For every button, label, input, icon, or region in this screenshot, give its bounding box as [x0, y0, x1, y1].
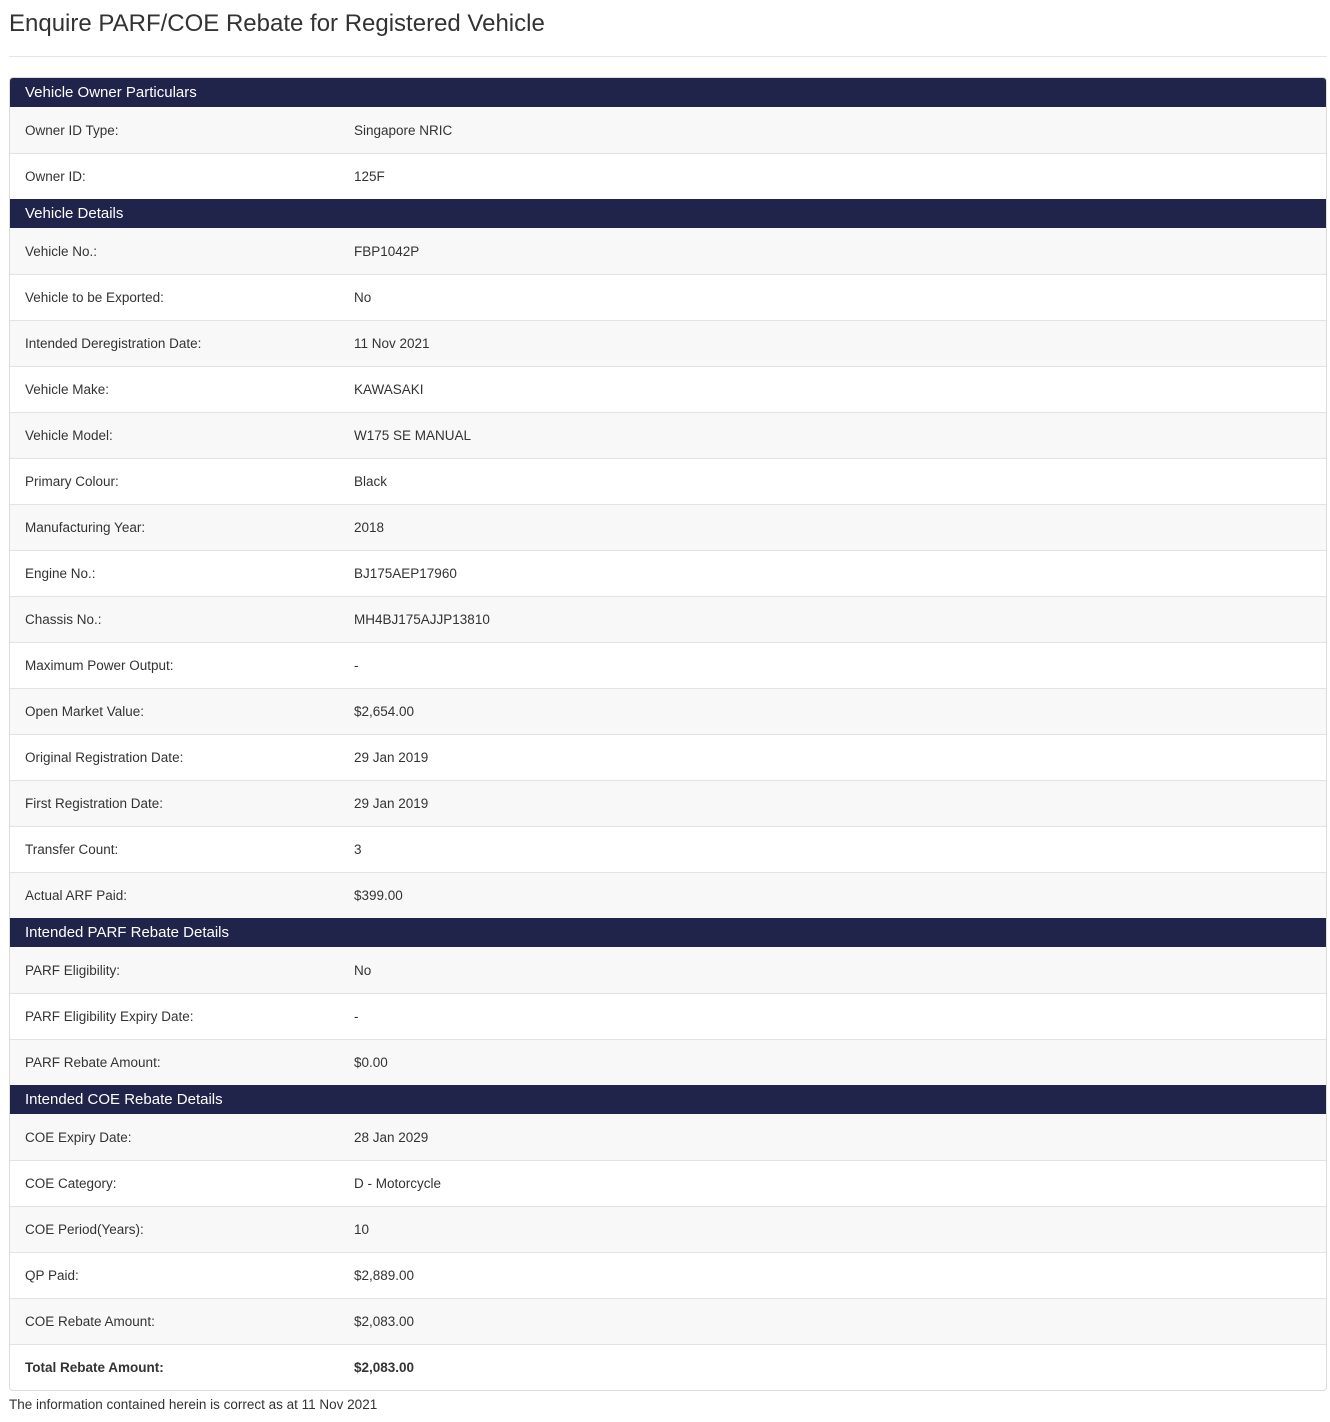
row-parf-rebate-amount — [10, 1039, 1326, 1085]
row-label: Transfer Count: — [25, 842, 119, 857]
row-value: 29 Jan 2019 — [354, 796, 429, 811]
row-label: Actual ARF Paid: — [25, 888, 128, 903]
row-label: QP Paid: — [25, 1268, 79, 1283]
information-footnote: The information contained herein is correct as at 11 Nov 2021 — [9, 1397, 378, 1412]
row-value: $2,083.00 — [354, 1314, 415, 1329]
row-value: - — [354, 658, 359, 673]
row-parf-eligibility — [10, 947, 1326, 993]
row-coe-period-years — [10, 1206, 1326, 1252]
section-header-vehicle-details: Vehicle Details — [10, 199, 1326, 228]
section-header-coe-rebate-details: Intended COE Rebate Details — [10, 1085, 1326, 1114]
row-chassis-no — [10, 596, 1326, 642]
row-parf-eligibility-expiry-date — [10, 993, 1326, 1039]
row-value: 11 Nov 2021 — [354, 336, 430, 351]
row-value: 10 — [354, 1222, 370, 1237]
row-label: Open Market Value: — [25, 704, 145, 719]
row-maximum-power-output — [10, 642, 1326, 688]
row-coe-category — [10, 1160, 1326, 1206]
row-label: Original Registration Date: — [25, 750, 184, 765]
rebate-details-panel — [9, 77, 1327, 1391]
row-open-market-value — [10, 688, 1326, 734]
row-engine-no — [10, 550, 1326, 596]
row-label: Vehicle No.: — [25, 243, 98, 259]
row-value: Black — [354, 474, 388, 489]
row-label: Vehicle Model: — [25, 428, 113, 443]
row-intended-deregistration-date — [10, 320, 1326, 366]
row-transfer-count — [10, 826, 1326, 872]
row-label: Maximum Power Output: — [25, 658, 174, 673]
row-label: COE Expiry Date: — [25, 1129, 132, 1145]
row-vehicle-model — [10, 412, 1326, 458]
row-value: Singapore NRIC — [354, 122, 453, 138]
row-coe-rebate-amount — [10, 1298, 1326, 1344]
row-value: $399.00 — [354, 888, 403, 903]
row-label: Owner ID Type: — [25, 122, 119, 138]
row-label: Manufacturing Year: — [25, 520, 146, 535]
row-label: Intended Deregistration Date: — [25, 336, 202, 351]
row-value: FBP1042P — [354, 243, 420, 259]
row-label: PARF Eligibility: — [25, 962, 121, 978]
row-value: $2,889.00 — [354, 1268, 415, 1283]
section-header-owner-particulars: Vehicle Owner Particulars — [10, 78, 1326, 107]
row-value: KAWASAKI — [354, 382, 424, 397]
row-owner-id — [10, 153, 1326, 199]
row-label: PARF Eligibility Expiry Date: — [25, 1009, 194, 1024]
row-value: No — [354, 962, 372, 978]
row-value: 29 Jan 2019 — [354, 750, 429, 765]
row-label: PARF Rebate Amount: — [25, 1055, 161, 1070]
row-label: COE Period(Years): — [25, 1222, 144, 1237]
row-label: Total Rebate Amount: — [25, 1360, 164, 1375]
row-label: Vehicle to be Exported: — [25, 290, 164, 305]
row-label: Vehicle Make: — [25, 382, 110, 397]
row-label: First Registration Date: — [25, 796, 164, 811]
row-vehicle-make — [10, 366, 1326, 412]
row-value: W175 SE MANUAL — [354, 428, 472, 443]
row-vehicle-no — [10, 228, 1326, 274]
row-primary-colour — [10, 458, 1326, 504]
row-manufacturing-year — [10, 504, 1326, 550]
page-title: Enquire PARF/COE Rebate for Registered Vehicle — [9, 10, 545, 37]
row-value: BJ175AEP17960 — [354, 566, 457, 581]
row-first-registration-date — [10, 780, 1326, 826]
row-label: Chassis No.: — [25, 612, 102, 627]
row-value: 28 Jan 2029 — [354, 1129, 429, 1145]
row-value: $0.00 — [354, 1055, 388, 1070]
row-label: Owner ID: — [25, 169, 86, 184]
row-label: Engine No.: — [25, 566, 96, 581]
section-header-parf-rebate-details: Intended PARF Rebate Details — [10, 918, 1326, 947]
row-value: - — [354, 1009, 359, 1024]
row-value: No — [354, 290, 372, 305]
row-value: 2018 — [354, 520, 385, 535]
row-original-registration-date — [10, 734, 1326, 780]
row-qp-paid — [10, 1252, 1326, 1298]
row-value: $2,083.00 — [354, 1360, 415, 1375]
row-label: COE Rebate Amount: — [25, 1314, 155, 1329]
row-value: D - Motorcycle — [354, 1176, 442, 1191]
row-value: $2,654.00 — [354, 704, 415, 719]
row-total-rebate-amount — [10, 1344, 1326, 1390]
row-label: COE Category: — [25, 1176, 117, 1191]
row-value: 3 — [354, 842, 362, 857]
row-coe-expiry-date — [10, 1114, 1326, 1160]
row-actual-arf-paid — [10, 872, 1326, 918]
row-value: 125F — [354, 169, 385, 184]
row-label: Primary Colour: — [25, 474, 119, 489]
title-divider — [9, 56, 1327, 57]
row-vehicle-to-be-exported — [10, 274, 1326, 320]
row-value: MH4BJ175AJJP13810 — [354, 612, 490, 627]
row-owner-id-type — [10, 107, 1326, 153]
